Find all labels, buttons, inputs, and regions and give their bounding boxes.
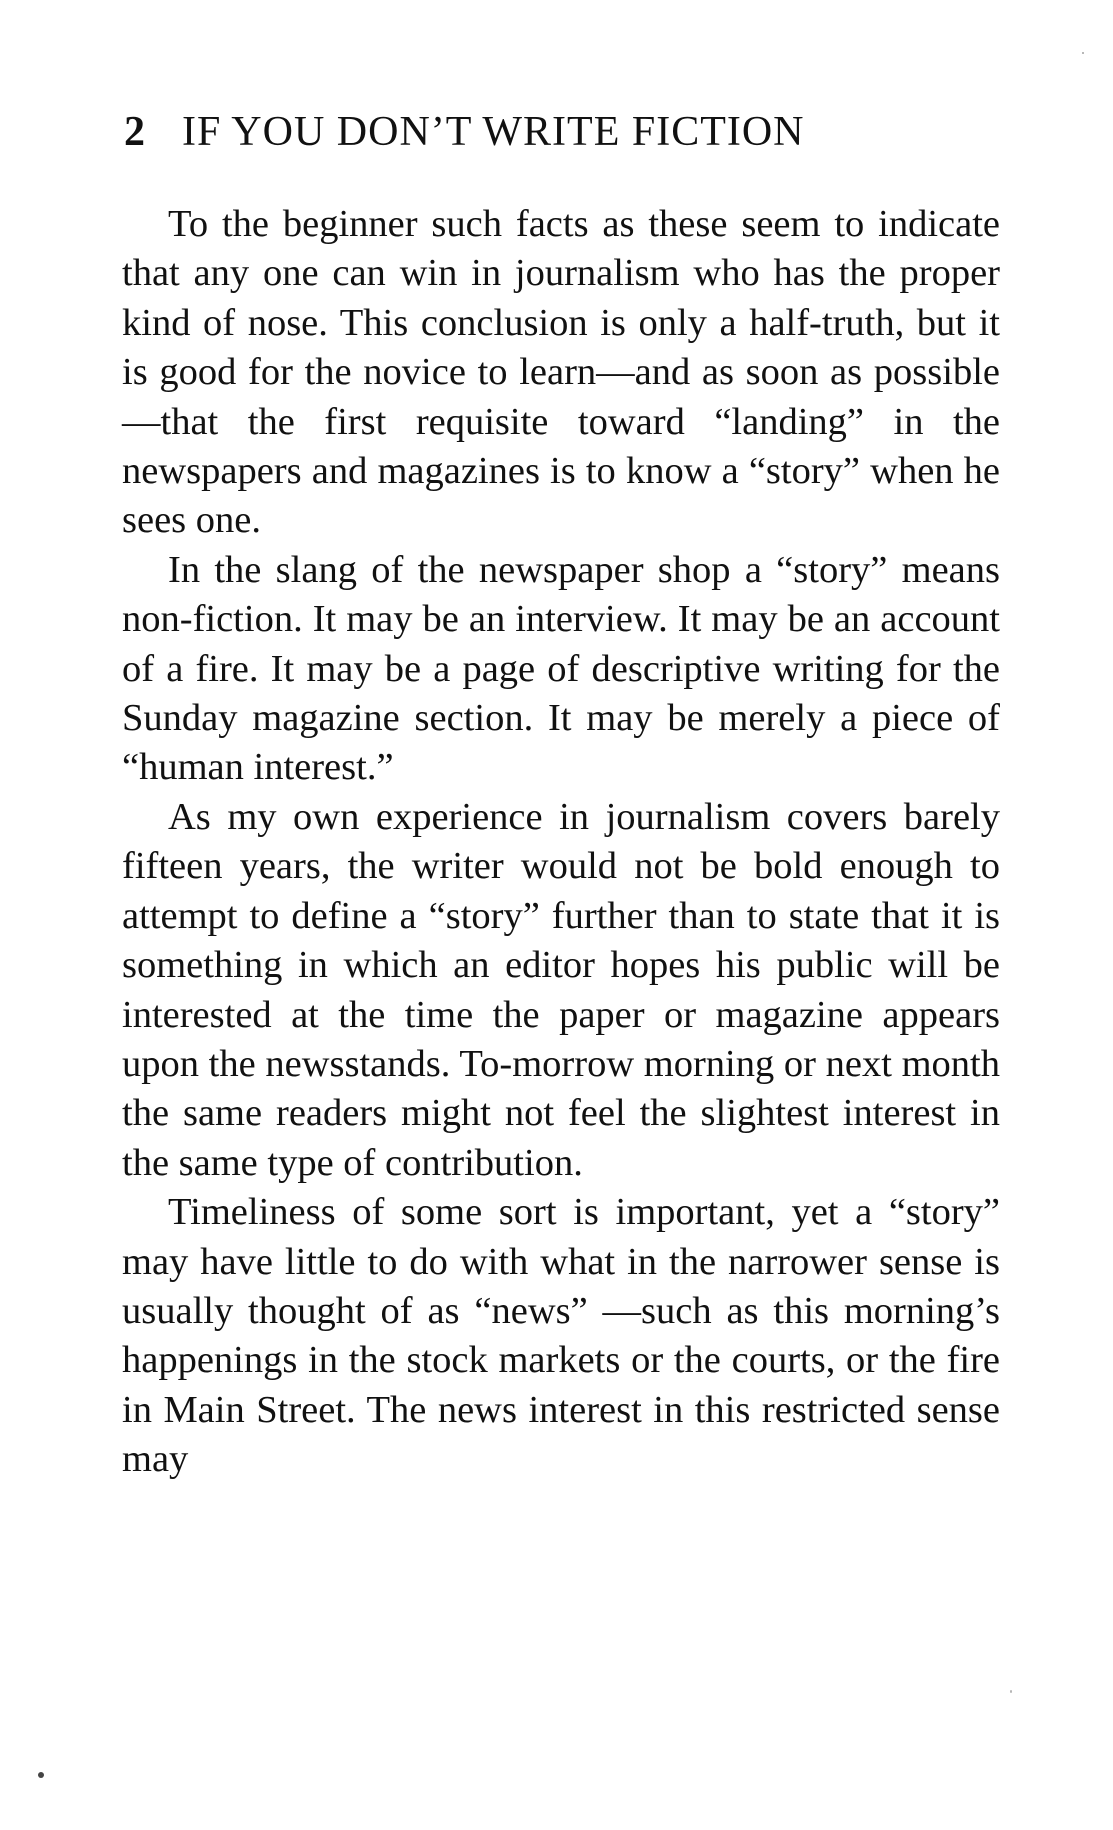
scan-speck	[1082, 52, 1084, 54]
paragraph-3: As my own experience in journalism covers barely fifteen years, the writer would not be bold enough to attempt to define a “story” further than to state that it is something in which an editor hopes his public will be interested at the time the paper or magazine appears upon the newsstands. To-morrow morning or next month the same readers might not feel the slightest interest in the same type of contribution.	[122, 795, 1000, 1184]
running-head	[124, 108, 805, 156]
page-number: 2	[124, 109, 146, 155]
scan-speck	[38, 1772, 44, 1778]
scan-speck	[1010, 1690, 1012, 1693]
paragraph-2: In the slang of the newspaper shop a “story” means non-fiction. It may be an interview. It may be an account of a fire. It may be a page of descriptive writing for the Sunday magazine section. It may be merely a piece of “human interest.”	[122, 548, 1000, 789]
paragraph-1: To the beginner such facts as these seem to indicate that any one can win in journalism who has the proper kind of nose. This conclusion is only a half-truth, but it is good for the novice to learn—and as soon as possible—that the first requisite toward “landing” in the newspapers and magazines is to know a “story” when he sees one.	[122, 203, 1000, 542]
body-text	[122, 200, 1000, 1485]
paragraph-4: Timeliness of some sort is important, yet a “story” may have little to do with what in the narrower sense is usually thought of as “news” —such as this morning’s happenings in the stock markets or the courts, or the fire in Main Street. The news interest in this restricted sense may	[122, 1191, 1000, 1481]
running-head-title: IF YOU DON’T WRITE FICTION	[182, 109, 805, 155]
